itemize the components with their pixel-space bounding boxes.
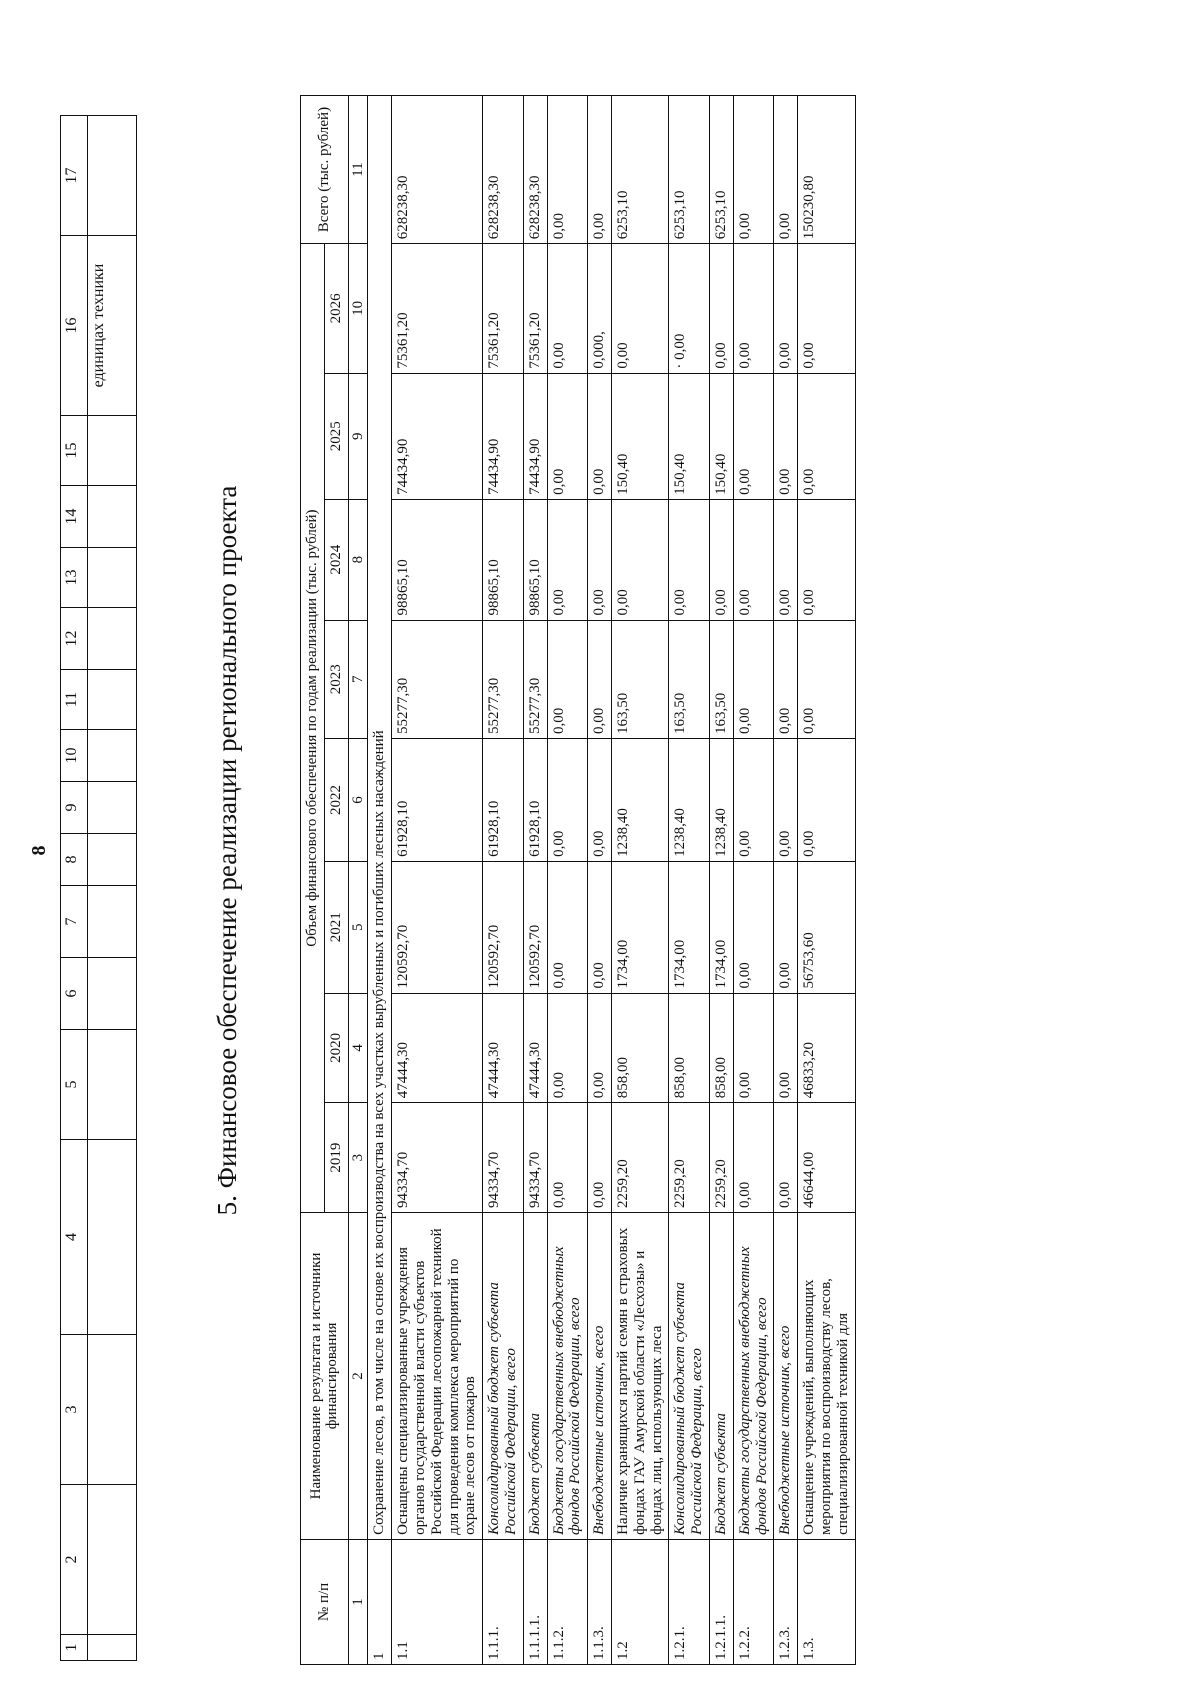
continuation-cell (88, 958, 137, 1030)
value-cell: 55277,30 (392, 620, 483, 738)
value-cell: 0,00 (611, 244, 668, 373)
page-number: 8 (28, 845, 50, 856)
value-cell: 0,00 (588, 739, 612, 862)
continuation-cell (88, 1635, 137, 1661)
value-cell: 0,00 (588, 96, 612, 244)
value-cell: 0,00 (547, 244, 588, 373)
continuation-column-number: 5 (61, 1030, 88, 1140)
continuation-cell (88, 782, 137, 834)
continuation-column-number: 4 (61, 1140, 88, 1335)
value-cell: 0,000, (588, 244, 612, 373)
value-cell: 74434,90 (392, 373, 483, 499)
value-cell: 858,00 (669, 993, 710, 1103)
value-cell: 0,00 (733, 620, 774, 738)
value-cell: 0,00 (588, 1103, 612, 1213)
row-number: 1.1.2. (547, 1539, 588, 1664)
row-number: 1.1.1. (483, 1539, 524, 1664)
value-cell: 98865,10 (392, 499, 483, 620)
continuation-cell (88, 1140, 137, 1335)
continuation-column-number: 17 (61, 116, 88, 236)
value-cell: 0,00 (733, 244, 774, 373)
continuation-cell: единицах техники (88, 236, 137, 416)
row-number: 1.1.1.1. (523, 1539, 547, 1664)
continuation-cell (88, 730, 137, 782)
row-number: 1.2.3. (774, 1539, 798, 1664)
value-cell: 1238,40 (669, 739, 710, 862)
column-number: 10 (348, 244, 368, 373)
value-cell: 628238,30 (523, 96, 547, 244)
value-cell: 120592,70 (523, 861, 547, 993)
continuation-column-number: 14 (61, 486, 88, 548)
column-number: 4 (348, 993, 368, 1103)
header-year: 2026 (324, 244, 348, 373)
value-cell: 0,00 (709, 499, 733, 620)
value-cell: 74434,90 (523, 373, 547, 499)
value-cell: 6253,10 (611, 96, 668, 244)
value-cell: 0,00 (733, 861, 774, 993)
header-total: Всего (тыс. рублей) (301, 96, 349, 244)
table-row (523, 96, 547, 1665)
column-number: 9 (348, 373, 368, 499)
table-row (669, 96, 710, 1665)
value-cell: 61928,10 (483, 739, 524, 862)
row-name: Бюджеты государственных внебюджетных фондов Российской Федерации, всего (733, 1212, 774, 1539)
row-name: Оснащение учреждений, выполняющих мероприятия по воспроизводству лесов, специализированной техникой для (798, 1212, 855, 1539)
continuation-column-number: 13 (61, 548, 88, 608)
column-number: 6 (348, 739, 368, 862)
table-row (774, 96, 798, 1665)
continuation-column-number: 9 (61, 782, 88, 834)
value-cell: 0,00 (774, 373, 798, 499)
header-number: № п/п (301, 1539, 349, 1664)
value-cell: 0,00 (547, 993, 588, 1103)
continuation-cell (88, 486, 137, 548)
continuation-column-number: 1 (61, 1635, 88, 1661)
header-year: 2025 (324, 373, 348, 499)
financing-table (300, 95, 856, 1665)
continuation-column-number: 11 (61, 670, 88, 730)
continuation-column-number: 2 (61, 1485, 88, 1635)
value-cell: 0,00 (774, 739, 798, 862)
value-cell: 0,00 (798, 244, 855, 373)
value-cell: 47444,30 (483, 993, 524, 1103)
value-cell: 0,00 (547, 1103, 588, 1213)
header-financing-group: Объем финансового обеспечения по годам реализации (тыс. рублей) (301, 244, 325, 1213)
column-number: 3 (348, 1103, 368, 1213)
row-name: Наличие хранящихся партий семян в страховых фондах ГАУ Амурской области «Лесхозы» и фондах лиц, использующих леса (611, 1212, 668, 1539)
continuation-cell (88, 886, 137, 958)
value-cell: · 0,00 (669, 244, 710, 373)
value-cell: 0,00 (588, 861, 612, 993)
value-cell: 0,00 (774, 993, 798, 1103)
row-number: 1.1 (392, 1539, 483, 1664)
value-cell: 46644,00 (798, 1103, 855, 1213)
value-cell: 0,00 (798, 373, 855, 499)
continuation-column-number: 16 (61, 236, 88, 416)
value-cell: 163,50 (611, 620, 668, 738)
table-row (588, 96, 612, 1665)
row-number: 1.1.3. (588, 1539, 612, 1664)
column-number: 7 (348, 620, 368, 738)
value-cell: 0,00 (547, 620, 588, 738)
value-cell: 0,00 (733, 739, 774, 862)
row-name: Консолидированный бюджет субъекта Российской Федерации, всего (669, 1212, 710, 1539)
value-cell: 6253,10 (669, 96, 710, 244)
value-cell: 120592,70 (392, 861, 483, 993)
value-cell: 0,00 (669, 499, 710, 620)
row-name: Консолидированный бюджет субъекта Российской Федерации, всего (483, 1212, 524, 1539)
value-cell: 75361,20 (523, 244, 547, 373)
value-cell: 0,00 (774, 620, 798, 738)
row-name: Внебюджетные источник, всего (588, 1212, 612, 1539)
value-cell: 0,00 (547, 373, 588, 499)
header-year: 2023 (324, 620, 348, 738)
value-cell: 0,00 (733, 1103, 774, 1213)
value-cell: 1238,40 (709, 739, 733, 862)
table-row (709, 96, 733, 1665)
value-cell: 0,00 (588, 499, 612, 620)
value-cell: 150,40 (611, 373, 668, 499)
row-name: Бюджет субъекта (709, 1212, 733, 1539)
header-year: 2024 (324, 499, 348, 620)
continuation-cell (88, 1335, 137, 1485)
value-cell: 46833,20 (798, 993, 855, 1103)
header-name: Наименование результата и источники финансирования (301, 1212, 349, 1539)
value-cell: 98865,10 (523, 499, 547, 620)
value-cell: 0,00 (547, 739, 588, 862)
row-number: 1.2.2. (733, 1539, 774, 1664)
value-cell: 55277,30 (483, 620, 524, 738)
column-number: 5 (348, 861, 368, 993)
value-cell: 858,00 (611, 993, 668, 1103)
value-cell: 0,00 (733, 993, 774, 1103)
table-row (392, 96, 483, 1665)
value-cell: 0,00 (774, 861, 798, 993)
continuation-cell (88, 1030, 137, 1140)
value-cell: 150,40 (709, 373, 733, 499)
value-cell: 2259,20 (709, 1103, 733, 1213)
value-cell: 0,00 (733, 499, 774, 620)
table-row (483, 96, 524, 1665)
continuation-cell (88, 416, 137, 486)
header-year: 2020 (324, 993, 348, 1103)
value-cell: 0,00 (774, 1103, 798, 1213)
value-cell: 0,00 (547, 499, 588, 620)
value-cell: 2259,20 (669, 1103, 710, 1213)
value-cell: 0,00 (733, 96, 774, 244)
continuation-column-number: 15 (61, 416, 88, 486)
value-cell: 6253,10 (709, 96, 733, 244)
value-cell: 1734,00 (709, 861, 733, 993)
value-cell: 1734,00 (669, 861, 710, 993)
row-number: 1.2.1. (669, 1539, 710, 1664)
row-number: 1.3. (798, 1539, 855, 1664)
value-cell: 0,00 (588, 993, 612, 1103)
value-cell: 75361,20 (483, 244, 524, 373)
value-cell: 163,50 (669, 620, 710, 738)
value-cell: 56753,60 (798, 861, 855, 993)
value-cell: 61928,10 (523, 739, 547, 862)
column-number-row (348, 96, 368, 1665)
value-cell: 55277,30 (523, 620, 547, 738)
value-cell: 0,00 (798, 620, 855, 738)
value-cell: 94334,70 (483, 1103, 524, 1213)
value-cell: 98865,10 (483, 499, 524, 620)
section-row (368, 96, 392, 1665)
value-cell: 47444,30 (523, 993, 547, 1103)
continuation-table (60, 115, 137, 1661)
continuation-cell (88, 548, 137, 608)
continuation-column-number: 6 (61, 958, 88, 1030)
table-row (733, 96, 774, 1665)
table-row (611, 96, 668, 1665)
value-cell: 0,00 (709, 244, 733, 373)
continuation-cell (88, 608, 137, 670)
value-cell: 1238,40 (611, 739, 668, 862)
value-cell: 0,00 (798, 739, 855, 862)
continuation-cell (88, 670, 137, 730)
column-number: 8 (348, 499, 368, 620)
value-cell: 74434,90 (483, 373, 524, 499)
value-cell: 0,00 (588, 373, 612, 499)
continuation-column-number: 8 (61, 834, 88, 886)
continuation-column-number: 10 (61, 730, 88, 782)
value-cell: 0,00 (774, 96, 798, 244)
value-cell: 2259,20 (611, 1103, 668, 1213)
value-cell: 61928,10 (392, 739, 483, 862)
table-row (547, 96, 588, 1665)
value-cell: 150,40 (669, 373, 710, 499)
value-cell: 75361,20 (392, 244, 483, 373)
value-cell: 0,00 (588, 620, 612, 738)
continuation-cell (88, 116, 137, 236)
value-cell: 150230,80 (798, 96, 855, 244)
header-year: 2021 (324, 861, 348, 993)
value-cell: 120592,70 (483, 861, 524, 993)
row-name: Бюджет субъекта (523, 1212, 547, 1539)
value-cell: 0,00 (774, 244, 798, 373)
value-cell: 0,00 (547, 861, 588, 993)
value-cell: 858,00 (709, 993, 733, 1103)
section-number: 1 (368, 1539, 392, 1664)
column-number: 11 (348, 96, 368, 244)
value-cell: 0,00 (733, 373, 774, 499)
continuation-column-number: 7 (61, 886, 88, 958)
table-row (798, 96, 855, 1665)
row-name: Внебюджетные источник, всего (774, 1212, 798, 1539)
value-cell: 0,00 (547, 96, 588, 244)
row-number: 1.2.1.1. (709, 1539, 733, 1664)
header-year: 2022 (324, 739, 348, 862)
continuation-column-number: 3 (61, 1335, 88, 1485)
value-cell: 0,00 (774, 499, 798, 620)
section-title: 5. Финансовое обеспечение реализации регионального проекта (212, 485, 242, 1216)
column-number: 2 (348, 1212, 368, 1539)
row-name: Бюджеты государственных внебюджетных фондов Российской Федерации, всего (547, 1212, 588, 1539)
continuation-column-number: 12 (61, 608, 88, 670)
continuation-cell (88, 834, 137, 886)
row-name: Оснащены специализированные учреждения органов государственной власти субъектов Российской Федерации лесопожарной техникой для проведения комплекса мероприятий по охране лесов от пожаров (392, 1212, 483, 1539)
value-cell: 628238,30 (483, 96, 524, 244)
header-year: 2019 (324, 1103, 348, 1213)
section-text: Сохранение лесов, в том числе на основе их воспроизводства на всех участках вырубленных и погибших лесных насаждений (368, 96, 392, 1540)
row-number: 1.2 (611, 1539, 668, 1664)
value-cell: 47444,30 (392, 993, 483, 1103)
value-cell: 94334,70 (523, 1103, 547, 1213)
column-number: 1 (348, 1539, 368, 1664)
continuation-cell (88, 1485, 137, 1635)
value-cell: 628238,30 (392, 96, 483, 244)
value-cell: 0,00 (611, 499, 668, 620)
value-cell: 0,00 (798, 499, 855, 620)
value-cell: 1734,00 (611, 861, 668, 993)
value-cell: 163,50 (709, 620, 733, 738)
value-cell: 94334,70 (392, 1103, 483, 1213)
